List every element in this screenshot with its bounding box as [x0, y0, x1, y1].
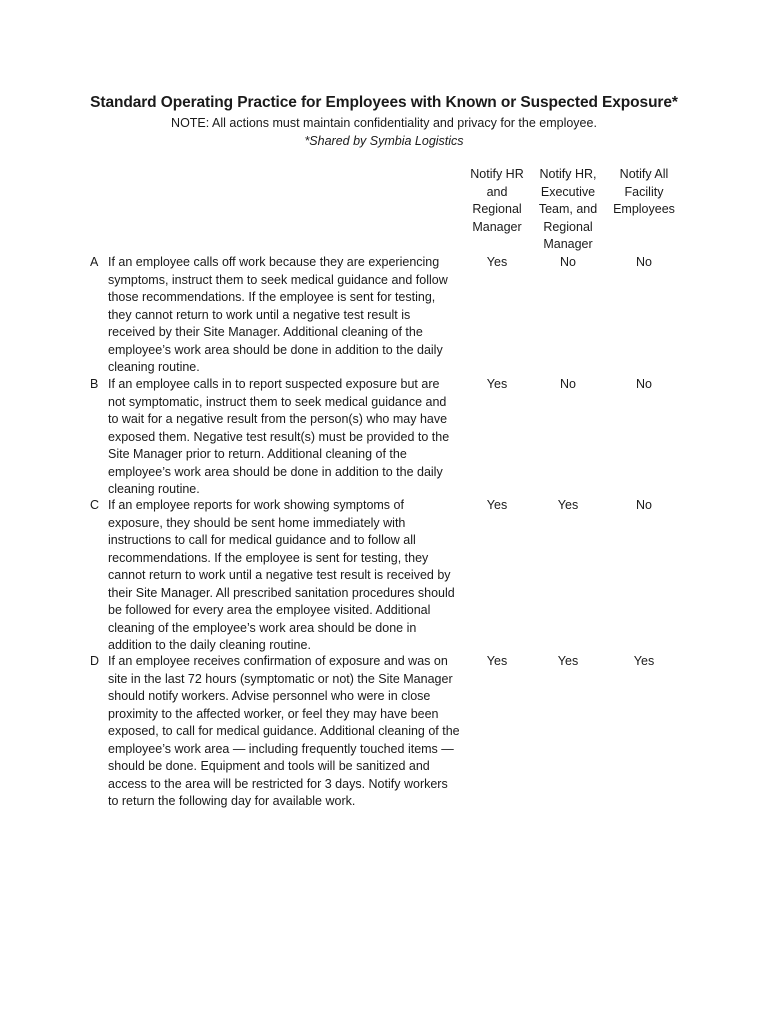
row-value-notify-hr-executive: No [560, 255, 576, 269]
row-letter: C [90, 498, 100, 512]
document-title: Standard Operating Practice for Employees with Known or Suspected Exposure* [90, 94, 678, 111]
row-letter: D [90, 654, 100, 668]
row-description: If an employee calls in to report suspected exposure but are not symptomatic, instruct them to seek medical guidance and to wait for a negative result from the person(s) who may have exposed them. Negative test result(s) must be provided to the Site Manager prior to return. Additional cleaning of the employee’s work area should be done in addition to the daily cleaning routine. [108, 377, 450, 496]
row-letter: B [90, 377, 99, 391]
column-header-notify-hr-regional: Notify HR and Regional Manager [470, 167, 524, 234]
column-header-notify-hr-executive: Notify HR, Executive Team, and Regional Manager [538, 167, 598, 252]
row-value-notify-hr-regional: Yes [486, 654, 508, 668]
row-letter: A [90, 255, 99, 269]
row-value-notify-hr-executive: Yes [557, 498, 579, 512]
row-value-notify-hr-regional: Yes [486, 255, 508, 269]
row-value-notify-hr-executive: No [560, 377, 576, 391]
row-value-notify-all-employees: No [636, 255, 652, 269]
shared-by-credit: *Shared by Symbia Logistics [304, 134, 464, 148]
row-description: If an employee calls off work because they are experiencing symptoms, instruct them to seek medical guidance and follow those recommendations. If the employee is sent for testing, they cannot return to work until a negative test result is received by their Site Manager. Additional cleaning of the employee’s work area should be done in addition to the daily cleaning routine. [108, 255, 448, 374]
row-value-notify-all-employees: No [636, 498, 652, 512]
column-header-notify-all-employees: Notify All Facility Employees [613, 167, 675, 217]
row-value-notify-hr-regional: Yes [486, 377, 508, 391]
confidentiality-note: NOTE: All actions must maintain confidentiality and privacy for the employee. [171, 116, 597, 130]
row-value-notify-all-employees: No [636, 377, 652, 391]
row-description: If an employee reports for work showing symptoms of exposure, they should be sent home immediately with instructions to call for medical guidance and to follow all recommendations. If the employee is sent for testing, they cannot return to work until a negative test result is received by their Site Manager. All prescribed sanitation procedures should be followed for every area the employee visited. Additional cleaning of the employee’s work area should be done in addition to the daily cleaning routine. [108, 498, 455, 652]
row-value-notify-hr-regional: Yes [486, 498, 508, 512]
row-value-notify-all-employees: Yes [633, 654, 655, 668]
row-description: If an employee receives confirmation of exposure and was on site in the last 72 hours (symptomatic or not) the Site Manager should notify workers. Advise personnel who were in close proximity to the affected worker, or feel they may have been exposed, to call for medical guidance. Additional cleaning of the employee’s work area — including frequently touched items — should be done. Equipment and tools will be sanitized and access to the area will be restricted for 3 days. Notify workers to return the following day for available work. [108, 654, 460, 808]
row-value-notify-hr-executive: Yes [557, 654, 579, 668]
